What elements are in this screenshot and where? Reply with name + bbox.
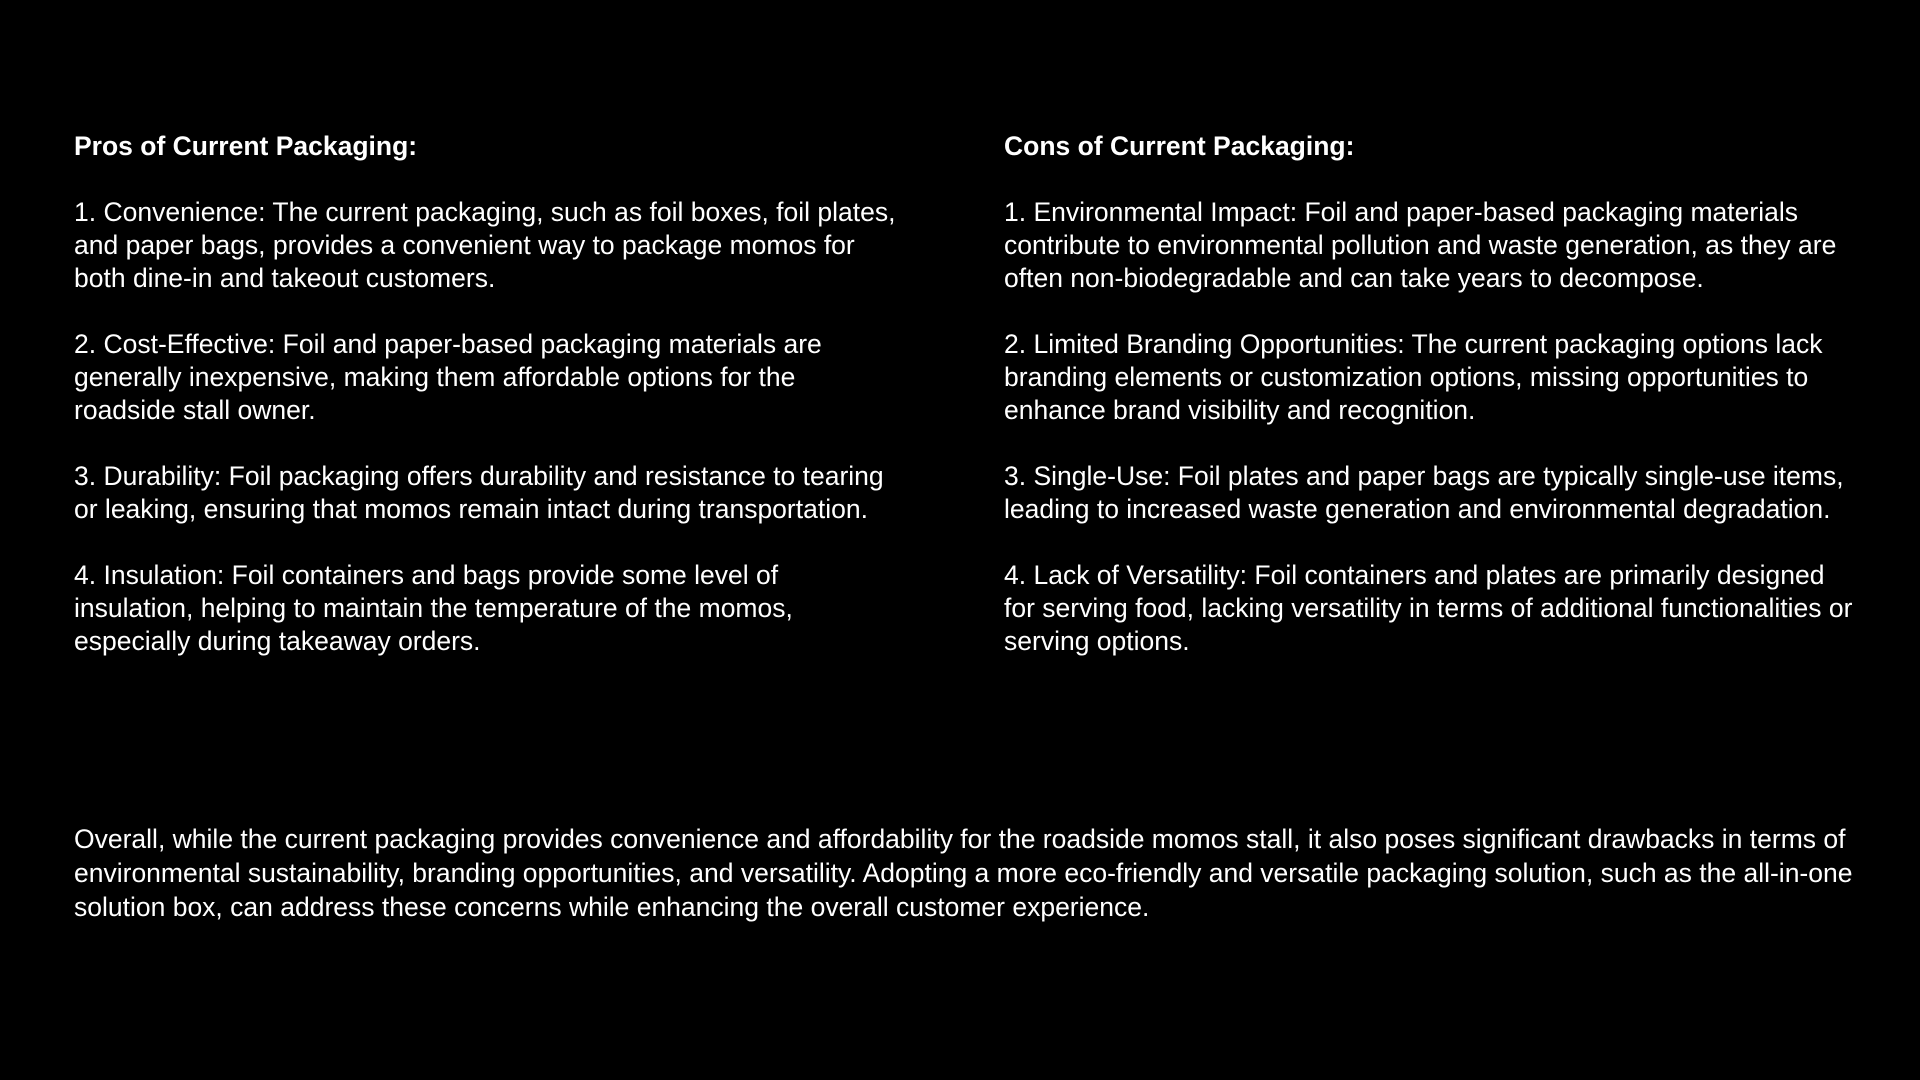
pros-item-durability: 3. Durability: Foil packaging offers durability and resistance to tearing or leaking, ensuring that momos remain intact during transportation. xyxy=(74,461,884,524)
pros-heading: Pros of Current Packaging: xyxy=(74,131,418,161)
cons-item-single-use: 3. Single-Use: Foil plates and paper bags are typically single-use items, leading to increased waste generation and environmental degradation. xyxy=(1004,461,1844,524)
pros-item-insulation: 4. Insulation: Foil containers and bags provide some level of insulation, helping to maintain the temperature of the momos, especially during takeaway orders. xyxy=(74,560,793,656)
summary-paragraph: Overall, while the current packaging provides convenience and affordability for the roadside momos stall, it also poses significant drawbacks in terms of environmental sustainability, branding opportunities, and versatility. Adopting a more eco-friendly and versatile packaging solution, such as the all-in-one solution box, can address these concerns while enhancing the overall customer experience. xyxy=(74,824,1853,922)
pros-item-convenience: 1. Convenience: The current packaging, such as foil boxes, foil plates, and paper bags, provides a convenient way to package momos for both dine-in and takeout customers. xyxy=(74,197,896,293)
cons-item-environmental-impact: 1. Environmental Impact: Foil and paper-based packaging materials contribute to environmental pollution and waste generation, as they are often non-biodegradable and can take years to decompose. xyxy=(1004,197,1837,293)
cons-heading: Cons of Current Packaging: xyxy=(1004,131,1355,161)
pros-item-cost-effective: 2. Cost-Effective: Foil and paper-based packaging materials are generally inexpensive, making them affordable options for the roadside stall owner. xyxy=(74,329,822,425)
cons-item-limited-branding: 2. Limited Branding Opportunities: The current packaging options lack branding elements or customization options, missing opportunities to enhance brand visibility and recognition. xyxy=(1004,329,1823,425)
pros-column xyxy=(74,130,904,691)
cons-column xyxy=(1004,130,1854,691)
cons-item-lack-of-versatility: 4. Lack of Versatility: Foil containers and plates are primarily designed for serving food, lacking versatility in terms of additional functionalities or serving options. xyxy=(1004,560,1853,656)
